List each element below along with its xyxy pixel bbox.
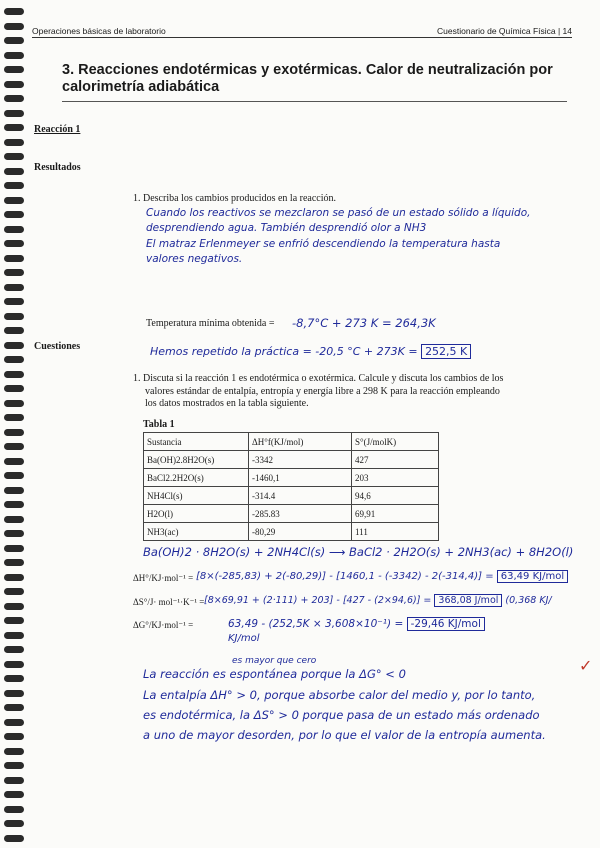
spiral-coil — [4, 559, 24, 566]
spiral-coil — [4, 617, 24, 624]
table-row — [144, 451, 439, 469]
spiral-coil — [4, 733, 24, 740]
spiral-coil — [4, 661, 24, 668]
table-cell: 111 — [352, 523, 439, 541]
table-cell: -3342 — [249, 451, 352, 469]
spiral-coil — [4, 487, 24, 494]
spiral-coil — [4, 23, 24, 30]
dG-unit: KJ/mol — [228, 633, 260, 644]
spiral-coil — [4, 124, 24, 131]
table-cell: H2O(l) — [144, 505, 249, 523]
spiral-coil — [4, 168, 24, 175]
table-cell: 203 — [352, 469, 439, 487]
spiral-coil — [4, 458, 24, 465]
repeat-text — [150, 345, 471, 358]
spiral-coil — [4, 66, 24, 73]
spiral-coil — [4, 298, 24, 305]
table-cell: -80,29 — [249, 523, 352, 541]
spiral-coil — [4, 342, 24, 349]
table-cell: -285.83 — [249, 505, 352, 523]
spiral-coil — [4, 603, 24, 610]
spiral-coil — [4, 820, 24, 827]
answer-line-4: valores negativos. — [146, 253, 243, 265]
spiral-coil — [4, 197, 24, 204]
spiral-coil — [4, 327, 24, 334]
table-header: Sustancia — [144, 433, 249, 451]
dH-label: ΔH°/KJ·mol⁻¹ = — [133, 573, 194, 583]
spiral-coil — [4, 574, 24, 581]
table-row — [144, 523, 439, 541]
table-cell: 427 — [352, 451, 439, 469]
spiral-coil — [4, 371, 24, 378]
spiral-coil — [4, 835, 24, 842]
answer-line-1: Cuando los reactivos se mezclaron se pasó de un estado sólido a líquido, — [146, 207, 531, 219]
question-text-1: Discuta si la reacción 1 es endotérmica o exotérmica. Calcule y discuta los cambios de los — [143, 373, 504, 384]
dG-expression — [228, 618, 485, 630]
table-row — [144, 487, 439, 505]
header-right: Cuestionario de Química Física | 14 — [437, 26, 572, 36]
spiral-coil — [4, 646, 24, 653]
spiral-binding — [0, 0, 30, 848]
table-cell: BaCl2.2H2O(s) — [144, 469, 249, 487]
spiral-coil — [4, 240, 24, 247]
spiral-coil — [4, 182, 24, 189]
section-title — [62, 62, 562, 96]
spiral-coil — [4, 8, 24, 15]
check-mark: ✓ — [579, 656, 593, 675]
spiral-coil — [4, 139, 24, 146]
spiral-coil — [4, 791, 24, 798]
spiral-coil — [4, 443, 24, 450]
answer-line-3: El matraz Erlenmeyer se enfrió descendiendo la temperatura hasta — [146, 238, 501, 250]
spiral-coil — [4, 110, 24, 117]
spiral-coil — [4, 52, 24, 59]
spiral-coil — [4, 777, 24, 784]
spiral-coil — [4, 255, 24, 262]
dS-extra: (0,368 KJ/ — [505, 595, 552, 606]
spiral-coil — [4, 501, 24, 508]
temp-value: -8,7°C + 273 K = 264,3K — [292, 316, 436, 330]
discussion-line-3: es endotérmica, la ΔS° > 0 porque pasa de un estado más ordenado — [143, 708, 540, 722]
spiral-coil — [4, 675, 24, 682]
discussion-line-4: a uno de mayor desorden, por lo que el valor de la entropía aumenta. — [143, 728, 546, 742]
question-number: 1. — [133, 373, 141, 384]
spiral-coil — [4, 153, 24, 160]
title-line-1: 3. Reacciones endotérmicas y exotérmicas. Calor de neutralización por — [62, 62, 553, 78]
table-row — [144, 469, 439, 487]
spiral-coil — [4, 704, 24, 711]
spiral-coil — [4, 211, 24, 218]
spiral-coil — [4, 356, 24, 363]
question-describe: 1. Describa los cambios producidos en la reacción. — [133, 193, 336, 204]
table-header: S°(J/molK) — [352, 433, 439, 451]
spiral-coil — [4, 748, 24, 755]
temp-label: Temperatura mínima obtenida = — [146, 318, 275, 329]
repeat-text-label: Hemos repetido la práctica = -20,5 °C + 273K = — [150, 345, 418, 358]
table-cell: NH4Cl(s) — [144, 487, 249, 505]
label-reaccion: Reacción 1 — [34, 124, 81, 135]
data-table — [143, 432, 439, 541]
question-text-2: valores estándar de entalpía, entropía y energía libre a 298 K para la reacción empleando — [145, 385, 500, 397]
dG-expr: 63,49 - (252,5K × 3,608×10⁻¹) = — [228, 618, 404, 630]
table-caption: Tabla 1 — [143, 419, 175, 430]
table-cell: 94,6 — [352, 487, 439, 505]
reaction-equation: Ba(OH)2 · 8H2O(s) + 2NH4Cl(s) ⟶ BaCl2 · 2H2O(s) + 2NH3(ac) + 8H2O(l) — [143, 545, 574, 559]
spiral-coil — [4, 81, 24, 88]
table-header-row — [144, 433, 439, 451]
header-left: Operaciones básicas de laboratorio — [32, 26, 166, 36]
spiral-coil — [4, 313, 24, 320]
discussion-line-2: La entalpía ΔH° > 0, porque absorbe calor del medio y, por lo tanto, — [143, 688, 536, 702]
spiral-coil — [4, 472, 24, 479]
spiral-coil — [4, 719, 24, 726]
question-discuss — [133, 373, 573, 411]
dH-expr: [8×(-285,83) + 2(-80,29)] - [1460,1 - (-3342) - 2(-314,4)] = — [196, 571, 494, 582]
discussion-insert: es mayor que cero — [232, 656, 317, 666]
discussion-line-1: La reacción es espontánea porque la ΔG° < 0 — [143, 667, 406, 681]
table-header: ΔH°f(KJ/mol) — [249, 433, 352, 451]
spiral-coil — [4, 37, 24, 44]
spiral-coil — [4, 429, 24, 436]
header-rule — [32, 37, 572, 38]
title-line-2: calorimetría adiabática — [62, 79, 220, 95]
dS-expr: [8×69,91 + (2·111) + 203] - [427 - (2×94,6)] = — [204, 595, 432, 606]
spiral-coil — [4, 269, 24, 276]
table-cell: -314.4 — [249, 487, 352, 505]
spiral-coil — [4, 226, 24, 233]
question-text-3: los datos mostrados en la tabla siguiente. — [145, 398, 309, 409]
table-cell: Ba(OH)2.8H2O(s) — [144, 451, 249, 469]
table-cell: NH3(ac) — [144, 523, 249, 541]
dG-result-box: -29,46 KJ/mol — [407, 617, 485, 631]
spiral-coil — [4, 632, 24, 639]
answer-line-2: desprendiendo agua. También desprendió olor a NH3 — [146, 222, 427, 234]
label-cuestiones: Cuestiones — [34, 341, 81, 352]
spiral-coil — [4, 806, 24, 813]
spiral-coil — [4, 95, 24, 102]
spiral-coil — [4, 516, 24, 523]
spiral-coil — [4, 545, 24, 552]
spiral-coil — [4, 690, 24, 697]
spiral-coil — [4, 762, 24, 769]
spiral-coil — [4, 385, 24, 392]
table-cell: -1460,1 — [249, 469, 352, 487]
spiral-coil — [4, 588, 24, 595]
dS-result-box: 368,08 J/mol — [434, 594, 502, 607]
spiral-coil — [4, 284, 24, 291]
dH-result-box: 63,49 KJ/mol — [497, 570, 568, 583]
title-rule — [62, 101, 567, 102]
label-resultados: Resultados — [34, 162, 81, 173]
dH-expression — [196, 571, 568, 582]
dS-expression — [204, 595, 552, 606]
repeat-result-box: 252,5 K — [421, 344, 471, 359]
table-cell: 69,91 — [352, 505, 439, 523]
spiral-coil — [4, 414, 24, 421]
dS-label: ΔS°/J· mol⁻¹·K⁻¹ = — [133, 597, 205, 607]
spiral-coil — [4, 530, 24, 537]
spiral-coil — [4, 400, 24, 407]
dG-label: ΔG°/KJ·mol⁻¹ = — [133, 620, 194, 630]
table-row — [144, 505, 439, 523]
